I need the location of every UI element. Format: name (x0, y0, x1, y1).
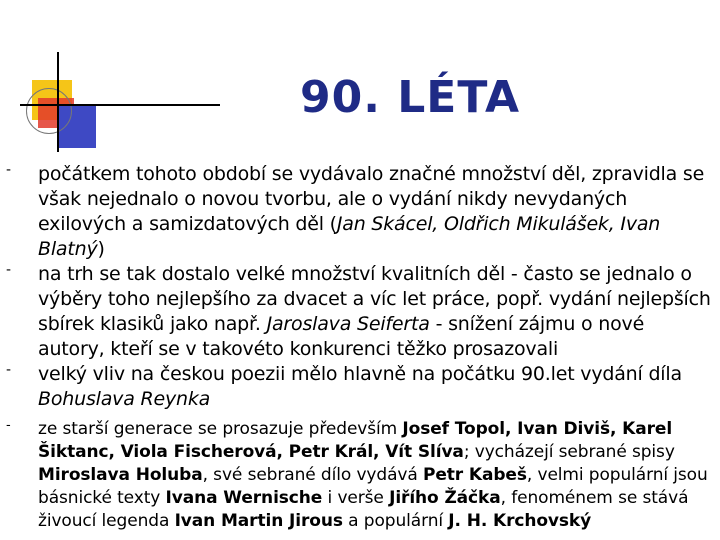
text-run: počátkem tohoto období se vydávalo značné množství děl, zpravidla se však nejednalo o novou tvorbu, ale o vydání nikdy nevydaných exilových a samizdatových děl ( (38, 163, 705, 235)
bold-names: Miroslava Holuba (38, 465, 203, 485)
text-run: ; vycházejí sebrané spisy (463, 442, 675, 462)
italic-names: Bohuslava Reynka (38, 388, 211, 410)
bullet-marker: - (6, 262, 12, 278)
text-run: , své sebrané dílo vydává (202, 465, 423, 485)
bold-names: Petr Kabeš (422, 465, 527, 485)
text-run: na trh se tak dostalo velké množství kvalitních děl - často se jednalo o výběry toho nejlepšího za dvacet a víc let práce, popř. vydání nejlepších sbírek klasiků jako např. (38, 263, 711, 335)
bold-names: J. H. Krchovský (448, 511, 592, 531)
bold-names: Ivan Martin Jirous (174, 511, 343, 531)
text-run: , velmi populární jsou básnické texty (38, 465, 708, 508)
text-run: ze starší generace se prosazuje především (38, 419, 403, 439)
bullet-item (0, 262, 720, 362)
bullet-item (0, 162, 720, 262)
bullet-marker: - (6, 162, 12, 178)
decor-vertical-line (57, 52, 59, 152)
bullet-marker: - (6, 418, 11, 433)
text-run: - snížení zájmu o nové autory, kteří se v takovéto konkurenci těžko prosazovali (38, 313, 645, 360)
bullet-list (0, 162, 720, 533)
italic-names: Jaroslava Seiferta (266, 313, 430, 335)
slide-title: 90. LÉTA (299, 72, 520, 123)
bold-names: Josef Topol, Ivan Diviš, Karel Šiktanc, Viola Fischerová, Petr Král, Vít Slíva (38, 419, 673, 462)
text-run: i verše (322, 488, 390, 508)
bullet-text (38, 362, 714, 412)
decor-circle (26, 88, 72, 134)
bullet-text (38, 262, 714, 362)
text-run: velký vliv na českou poezii mělo hlavně na počátku 90.let vydání díla (38, 363, 682, 385)
bullet-item (0, 362, 720, 412)
bullet-text (38, 162, 714, 262)
bullet-text (38, 418, 714, 533)
bullet-marker: - (6, 362, 12, 378)
italic-names: Jan Skácel, Oldřich Mikulášek, Ivan Blatný (38, 213, 661, 260)
bold-names: Ivana Wernische (165, 488, 323, 508)
text-run: , fenoménem se stává živoucí legenda (38, 488, 689, 531)
text-run: ) (97, 238, 105, 260)
bullet-item (0, 418, 720, 533)
decor-horizontal-line (20, 104, 220, 106)
bold-names: Jiřího Žáčka (389, 488, 501, 508)
text-run: a populární (342, 511, 449, 531)
